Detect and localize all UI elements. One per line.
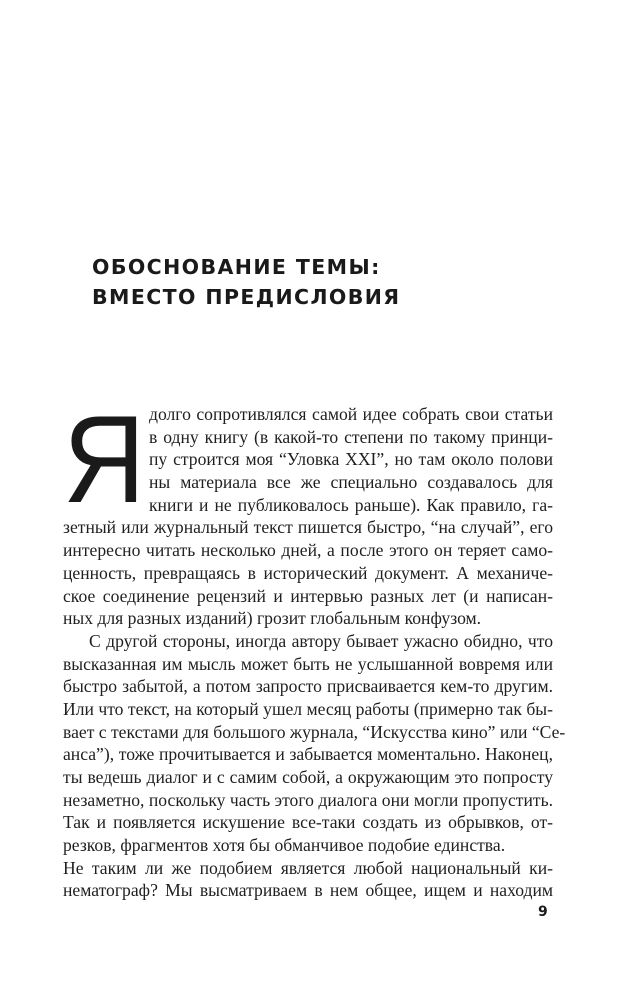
text-line: ценность, превращаясь в исторический документ. А механиче- (63, 562, 553, 583)
text-line: в одну книгу (в какой-то степени по такому принци- (149, 426, 553, 447)
page-number: 9 (538, 904, 548, 920)
body-text (63, 403, 566, 902)
text-line: интересно читать несколько дней, а после этого он теряет само- (63, 540, 553, 561)
text-line: Не таким ли же подобием является любой национальный ки- (63, 857, 553, 878)
chapter-heading (92, 252, 401, 312)
text-line: высказанная им мысль может быть не услышанной вовремя или (63, 653, 553, 674)
text-line: анса”), тоже прочитывается и забывается моментально. Наконец, (63, 744, 553, 765)
text-line: книги и не публиковалось раньше). Как правило, га- (149, 494, 553, 515)
text-line: Так и появляется искушение все-таки создать из обрывков, от- (63, 812, 553, 833)
text-line: пу строится моя “Уловка XXI”, но там около полови (149, 449, 553, 470)
text-line: быстро забытой, а потом запросто присваивается кем-то другим. (63, 676, 553, 697)
chapter-heading-line-1: ОБОСНОВАНИЕ ТЕМЫ: (92, 255, 381, 279)
text-line: вает с текстами для большого журнала, “Искусства кино” или “Се- (63, 721, 566, 742)
drop-cap: Я (63, 391, 146, 529)
text-line: резков, фрагментов хотя бы обманчивое подобие единства. (63, 835, 506, 856)
text-line: С другой стороны, иногда автору бывает ужасно обидно, что (89, 630, 553, 651)
text-line: Или что текст, на который ушел месяц работы (примерно так бы- (63, 698, 553, 719)
text-line: ское соединение рецензий и интервью разных лет (и написан- (63, 585, 553, 606)
text-line: ны материала все же специально создавалось для (149, 472, 553, 493)
chapter-heading-line-2: ВМЕСТО ПРЕДИСЛОВИЯ (92, 285, 401, 309)
text-line: незаметно, поскольку часть этого диалога они могли пропустить. (63, 789, 553, 810)
text-line: ты ведешь диалог и с самим собой, а окружающим это попросту (63, 767, 553, 787)
text-line: зетный или журнальный текст пишется быстро, “на случай”, его (63, 517, 553, 538)
text-line: долго сопротивлялся самой идее собрать свои статьи (149, 404, 553, 424)
text-line: ных для разных изданий) грозит глобальным конфузом. (63, 608, 482, 629)
text-line: нематограф? Мы высматриваем в нем общее, ищем и находим (63, 880, 553, 901)
